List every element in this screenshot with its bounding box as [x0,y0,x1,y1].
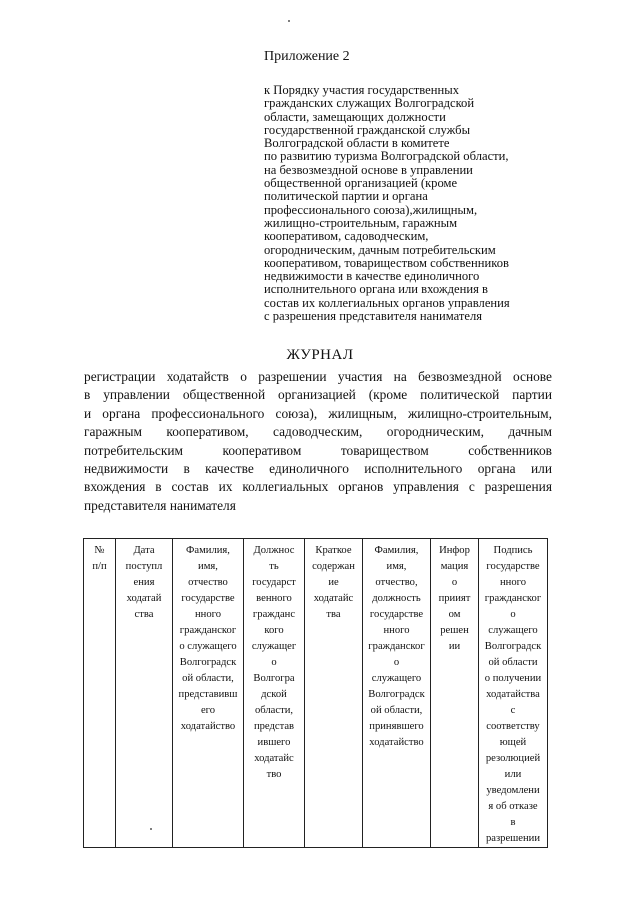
column-header-summary: Краткое содержан ие ходатайс тва [305,539,363,848]
journal-description-line: регистрации ходатайств о разрешении участия на безвозмездной основе [84,369,552,384]
journal-description-line: недвижимости в качестве единоличного исполнительного органа или [84,461,552,477]
journal-description [84,368,552,515]
journal-description-line: и органа профессионального союза), жилищным, жилищно-строительным, [84,405,552,421]
column-header-date: Дата поступл ения ходатай ства [116,539,173,848]
scan-speck [288,20,290,22]
column-header-decision: Инфор мация о приият ом решен ии [431,539,479,848]
journal-description-line: представителя нанимателя [84,497,236,513]
journal-description-line: вхождения в состав их коллегиальных органов управления с разрешения [84,479,552,495]
journal-description-line: гаражным кооперативом, садоводческим, огородническим, дачным [84,424,552,440]
journal-table [83,538,548,848]
column-header-number: № п/п [84,539,116,848]
appendix-title: Приложение 2 [264,49,350,64]
journal-title: ЖУРНАЛ [286,347,354,363]
journal-description-line: потребительским кооперативом товариществом собственников [84,442,552,458]
scan-speck [150,828,152,830]
appendix-text: к Порядку участия государственных гражданских служащих Волгоградской области, замещающих должности государственной гражданской службы Волгоградской области в комитете по развитию туризма Волгоградской области, на безвозмездной основе в управлении общественной организацией (кроме политической партии и органа профессионального союза),жилищным, жилищно-строительным, гаражным кооперативом, садоводческим, огородническим, дачным потребительским кооперативом, товариществом собственников недвижимости в качестве единоличного исполнительного органа или вхождения в состав их коллегиальных органов управления с разрешения представителя нанимателя [264,83,510,324]
column-header-applicant-position: Должнос ть государст венного гражданс кого служащег о Волгогра дской области, представ ившего ходатайс тво [244,539,305,848]
column-header-applicant-name: Фамилия, имя, отчество государстве нного гражданског о служащего Волгоградск ой области, представивш его ходатайство [173,539,244,848]
journal-description-line: в управлении общественной организацией (кроме политической партии [84,387,552,403]
column-header-signature: Подпись государстве нного гражданског о служащего Волгоградск ой области о получении ходатайства с соответству ющей резолюцией или уведомлени я об отказе в разрешении [479,539,548,848]
column-header-receiver: Фамилия, имя, отчество, должность государстве нного гражданског о служащего Волгоградск ой области, принявшего ходатайство [363,539,431,848]
table-header-row [84,539,548,848]
